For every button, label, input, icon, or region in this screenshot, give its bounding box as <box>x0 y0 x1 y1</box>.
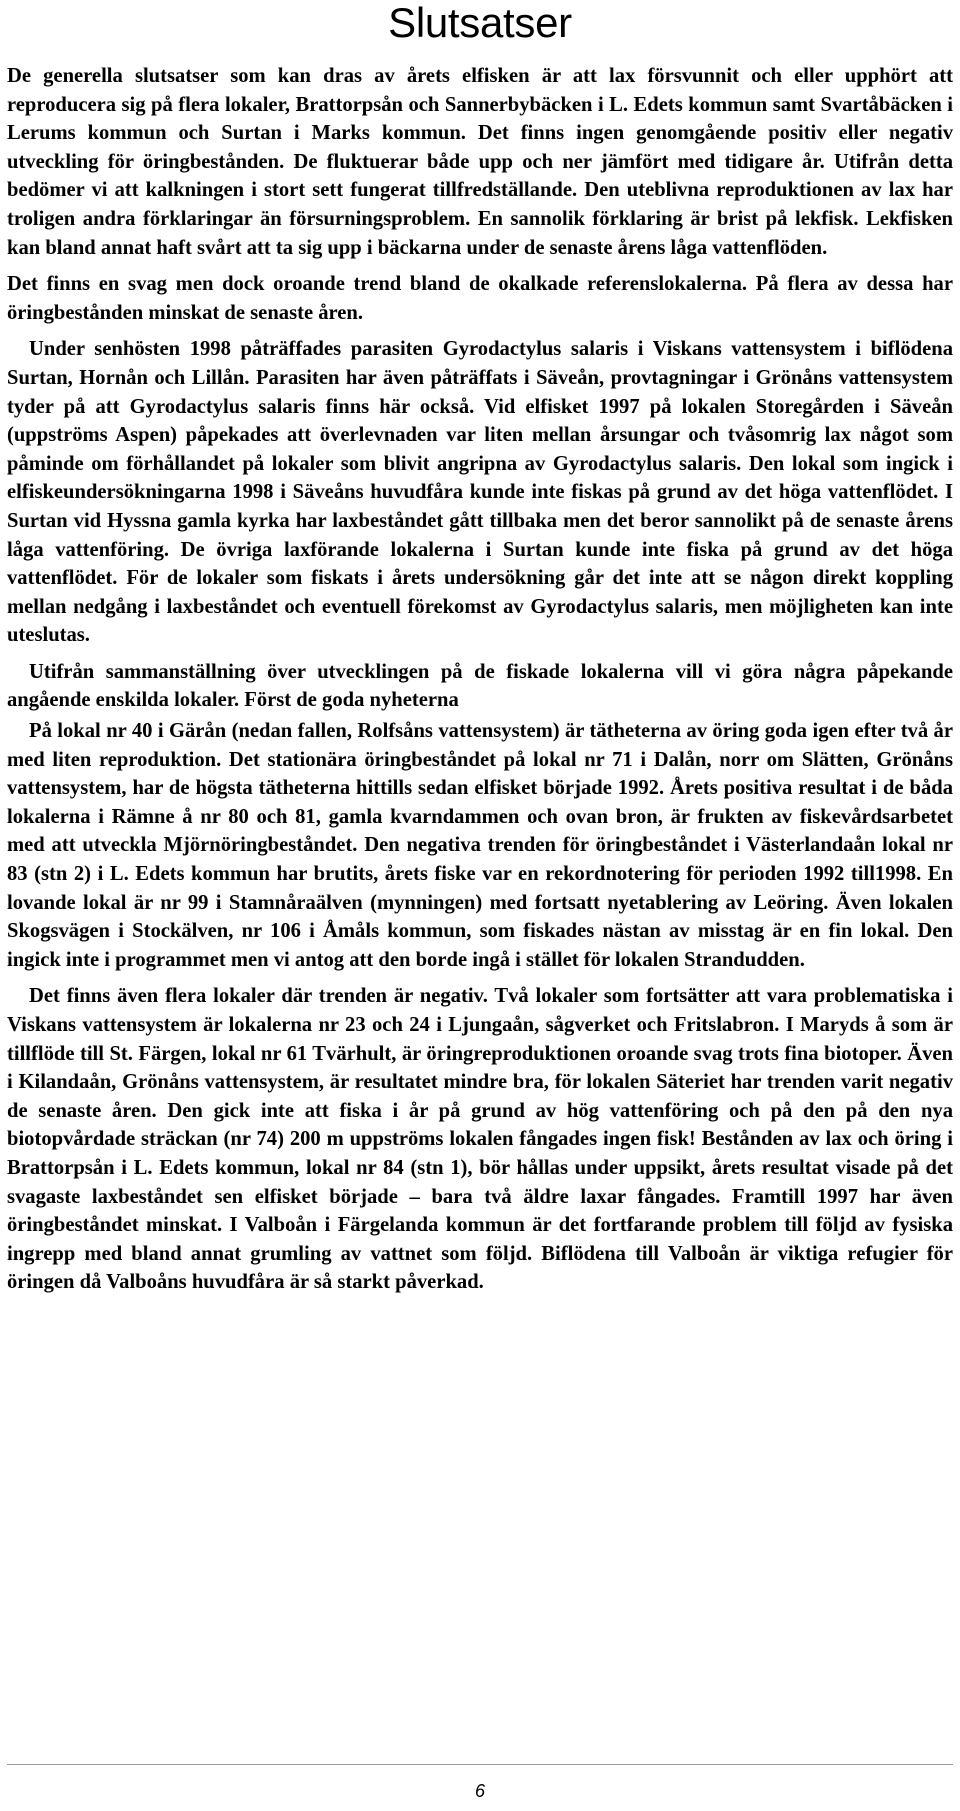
paragraph-good-news: På lokal nr 40 i Gärån (nedan fallen, Rolfsåns vattensystem) är tätheterna av öring goda igen efter två år med liten reproduktion. Det stationära öringbeståndet på lokal nr 71 i Dalån, norr om Slätten, Grönåns vattensystem, har de högsta tätheterna hittills sedan elfisket började 1992. Årets positiva resultat i de båda lokalerna i Rämne å nr 80 och 81, gamla kvarndammen och ovan bron, är frukten av fiskevårdsarbetet med att utveckla Mjörnöringbeståndet. Den negativa trenden för öringbeståndet i Västerlandaån lokal nr 83 (stn 2) i L. Edets kommun har brutits, årets fiske var en rekordnotering för perioden 1992 till1998. En lovande lokal är nr 99 i Stamnåraälven (mynningen) med fortsatt nyetablering av Leöring. Även lokalen Skogsvägen i Stockälven, nr 106 i Åmåls kommun, som fiskades nästan av misstag är en fin lokal. Den ingick inte i programmet men vi antog att den borde ingå i stället för lokalen Strandudden. <box>7 720 953 971</box>
paragraph-reference-sites: Det finns en svag men dock oroande trend bland de okalkade referenslokalerna. På flera av dessa har öringbestånden minskat de senaste åren. <box>7 273 953 324</box>
body-text <box>7 62 953 1297</box>
document-page <box>7 0 953 1305</box>
page-title: Slutsatser <box>388 0 572 46</box>
page-number: 6 <box>474 1781 485 1801</box>
paragraph-general-conclusions: De generella slutsatser som kan dras av årets elfisken är att lax försvunnit och eller upphört att reproducera sig på flera lokaler, Brattorpsån och Sannerbybäcken i L. Edets kommun samt Svartåbäcken i Lerums kommun och Surtan i Marks kommun. Det finns ingen genomgående positiv eller negativ utveckling för öringbestånden. De fluktuerar både upp och ner jämfört med tidigare år. Utifrån detta bedömer vi att kalkningen i stort sett fungerat tillfredställande. Den uteblivna reproduktionen av lax har troligen andra förklaringar än försurningsproblem. En sannolik förklaring är brist på lekfisk. Lekfisken kan bland annat haft svårt att ta sig upp i bäckarna under de senaste årens låga vattenflöden. <box>7 65 953 259</box>
paragraph-summary-intro: Utifrån sammanställning över utvecklingen på de fiskade lokalerna vill vi göra några påpekande angående enskilda lokaler. Först de goda nyheterna <box>7 660 953 712</box>
paragraph-gyrodactylus: Under senhösten 1998 påträffades parasiten Gyrodactylus salaris i Viskans vattensystem i biflödena Surtan, Hornån och Lillån. Parasiten har även påträffats i Säveån, provtagningar i Grönåns vattensystem tyder på att Gyrodactylus salaris finns här också. Vid elfisket 1997 på lokalen Storegården i Säveån (uppströms Aspen) påpekades att överlevnaden var liten mellan årsungar och tvåsomrig lax något som påminde om förhållandet på lokaler som blivit angripna av Gyrodactylus salaris. Den lokal som ingick i elfiskeundersökningarna 1998 i Säveåns huvudfåra kunde inte fiskas på grund av det höga vattenflödet. I Surtan vid Hyssna gamla kyrka har laxbeståndet gått tillbaka men det beror sannolikt på de senaste årens låga vattenföring. De övriga laxförande lokalerna i Surtan kunde inte fiska på grund av det höga vattenflödet. För de lokaler som fiskats i årets undersökning går det inte att se någon direkt koppling mellan nedgång i laxbeståndet och eventuell förekomst av Gyrodactylus salaris, men möjligheten kan inte uteslutas. <box>7 338 953 647</box>
footer-divider <box>7 1764 953 1765</box>
paragraph-negative-trends: Det finns även flera lokaler där trenden är negativ. Två lokaler som fortsätter att vara problematiska i Viskans vattensystem är lokalerna nr 23 och 24 i Ljungaån, sågverket och Fritslabron. I Maryds å som är tillflöde till St. Färgen, lokal nr 61 Tvärhult, är öringreproduktionen oroande svag trots fina biotoper. Även i Kilandaån, Grönåns vattensystem, är resultatet mindre bra, för lokalen Säteriet har trenden varit negativ de senaste åren. Den gick inte att fiska i år på grund av hög vattenföring och på den på den nya biotopvårdade sträckan (nr 74) 200 m uppströms lokalen fångades ingen fisk! Bestånden av lax och öring i Brattorpsån i L. Edets kommun, lokal nr 84 (stn 1), bör hållas under uppsikt, årets resultat visade på det svagaste laxbeståndet sen elfisket började – bara två äldre laxar fångades. Framtill 1997 har även öringbeståndet minskat. I Valboån i Färgelanda kommun är det fortfarande problem till följd av fysiska ingrepp med bland annat grumling av vattnet som följd. Biflödena till Valboån är viktiga refugier för öringen då Valboåns huvudfåra är så starkt påverkad. <box>7 985 953 1294</box>
